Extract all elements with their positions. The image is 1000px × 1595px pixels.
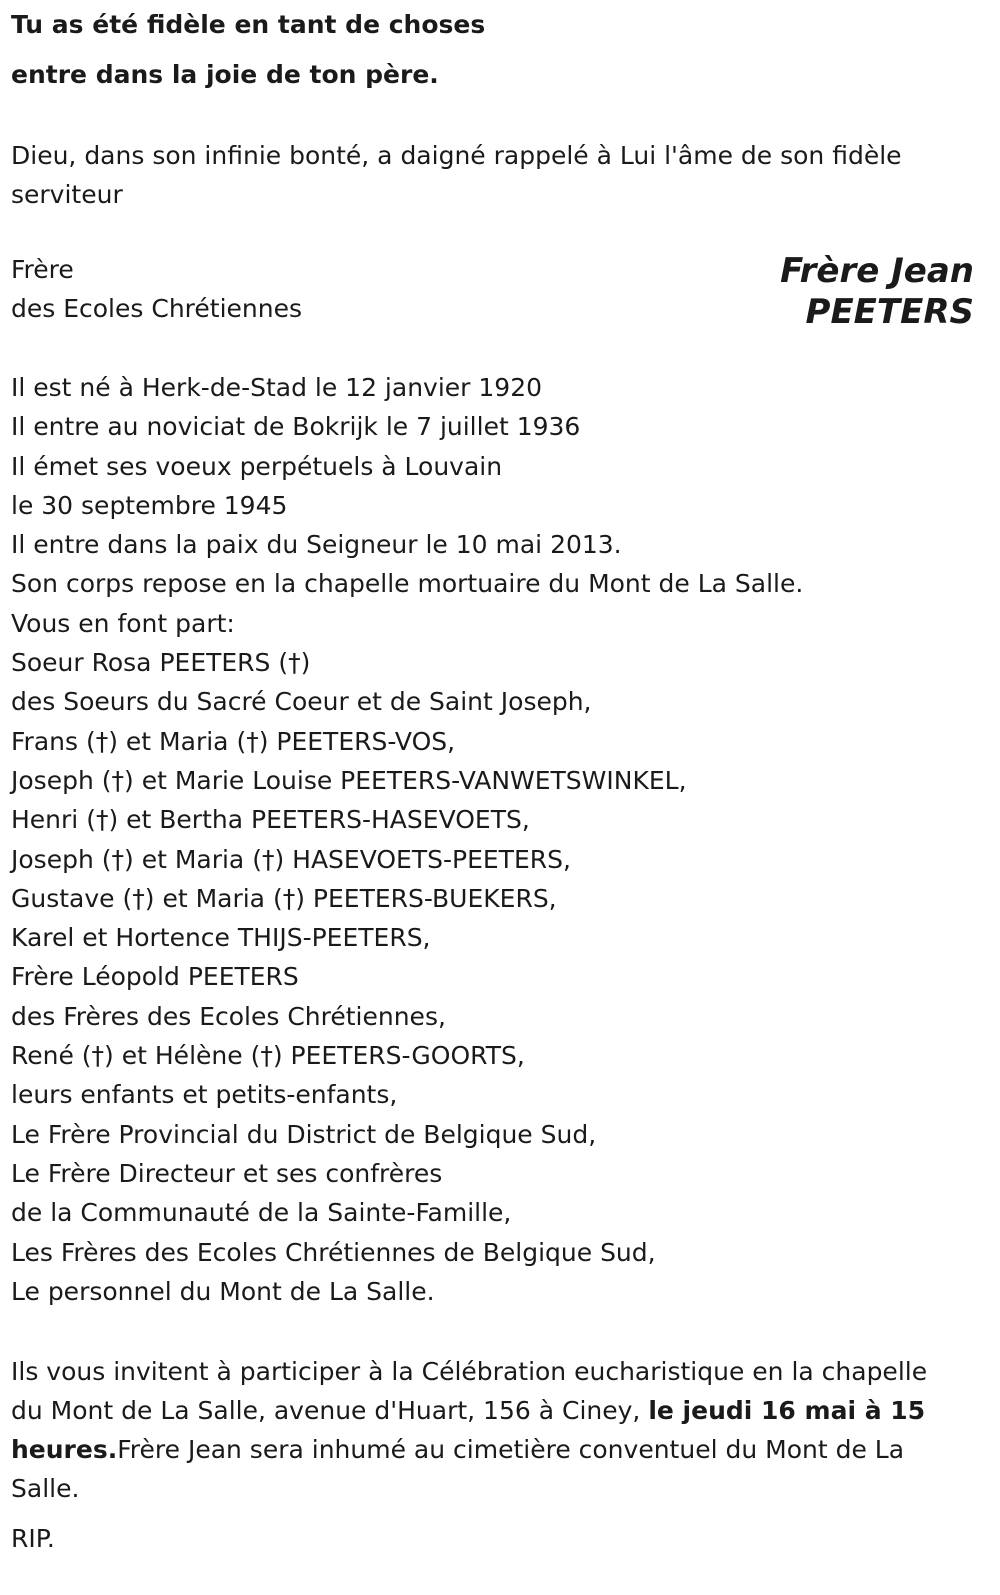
- deceased-first-name: Frère Jean: [780, 251, 974, 291]
- invitation-paragraph: [11, 1352, 961, 1508]
- fact-line: Le Frère Directeur et ses confrères: [11, 1158, 443, 1188]
- role-block: [11, 250, 302, 328]
- deceased-name: [780, 251, 974, 333]
- deceased-last-name: PEETERS: [805, 292, 974, 332]
- role-order: des Ecoles Chrétiennes: [11, 294, 302, 323]
- epigraph-line-2: entre dans la joie de ton père.: [11, 60, 439, 89]
- fact-line: Il entre dans la paix du Seigneur le 10 mai 2013.: [11, 530, 622, 560]
- fact-line: Vous en font part:: [11, 608, 235, 638]
- fact-line: des Soeurs du Sacré Coeur et de Saint Joseph,: [11, 687, 592, 717]
- fact-line: Frans (†) et Maria (†) PEETERS-VOS,: [11, 726, 456, 756]
- ceremony-date: le jeudi 16 mai à 15 heures.: [11, 1396, 926, 1464]
- fact-line: Karel et Hortence THIJS-PEETERS,: [11, 923, 431, 953]
- fact-line: Henri (†) et Bertha PEETERS-HASEVOETS,: [11, 805, 530, 835]
- burial-text: Frère Jean sera inhumé au cimetière conventuel du Mont de La Salle.: [11, 1435, 905, 1503]
- fact-line: de la Communauté de la Sainte-Famille,: [11, 1198, 512, 1228]
- fact-line: Joseph (†) et Marie Louise PEETERS-VANWETSWINKEL,: [11, 765, 687, 795]
- fact-line: le 30 septembre 1945: [11, 490, 288, 520]
- fact-line: des Frères des Ecoles Chrétiennes,: [11, 1001, 446, 1031]
- fact-line: Soeur Rosa PEETERS (†): [11, 648, 311, 678]
- fact-line: Il émet ses voeux perpétuels à Louvain: [11, 451, 503, 481]
- fact-line: leurs enfants et petits-enfants,: [11, 1080, 398, 1110]
- fact-line: Son corps repose en la chapelle mortuaire du Mont de La Salle.: [11, 569, 804, 599]
- fact-line: Les Frères des Ecoles Chrétiennes de Belgique Sud,: [11, 1237, 656, 1267]
- fact-line: René (†) et Hélène (†) PEETERS-GOORTS,: [11, 1041, 525, 1071]
- fact-line: Il entre au noviciat de Bokrijk le 7 juillet 1936: [11, 412, 581, 442]
- role-title: Frère: [11, 255, 74, 284]
- facts-list: [11, 368, 803, 1311]
- fact-line: Gustave (†) et Maria (†) PEETERS-BUEKERS,: [11, 883, 557, 913]
- fact-line: Frère Léopold PEETERS: [11, 962, 299, 992]
- epigraph-line-1: Tu as été fidèle en tant de choses: [11, 10, 486, 39]
- intro-text: Dieu, dans son infinie bonté, a daigné rappelé à Lui l'âme de son fidèle serviteur: [11, 141, 902, 209]
- invitation-text: Ils vous invitent à participer à la Célébration eucharistique en la chapelle du Mont de La Salle, avenue d'Huart, 156 à Ciney,: [11, 1357, 928, 1425]
- fact-line: Il est né à Herk-de-Stad le 12 janvier 1920: [11, 373, 543, 402]
- fact-line: Joseph (†) et Maria (†) HASEVOETS-PEETERS,: [11, 844, 571, 874]
- fact-line: Le Frère Provincial du District de Belgique Sud,: [11, 1119, 597, 1149]
- fact-line: Le personnel du Mont de La Salle.: [11, 1276, 435, 1306]
- rip-text: RIP.: [11, 1524, 55, 1553]
